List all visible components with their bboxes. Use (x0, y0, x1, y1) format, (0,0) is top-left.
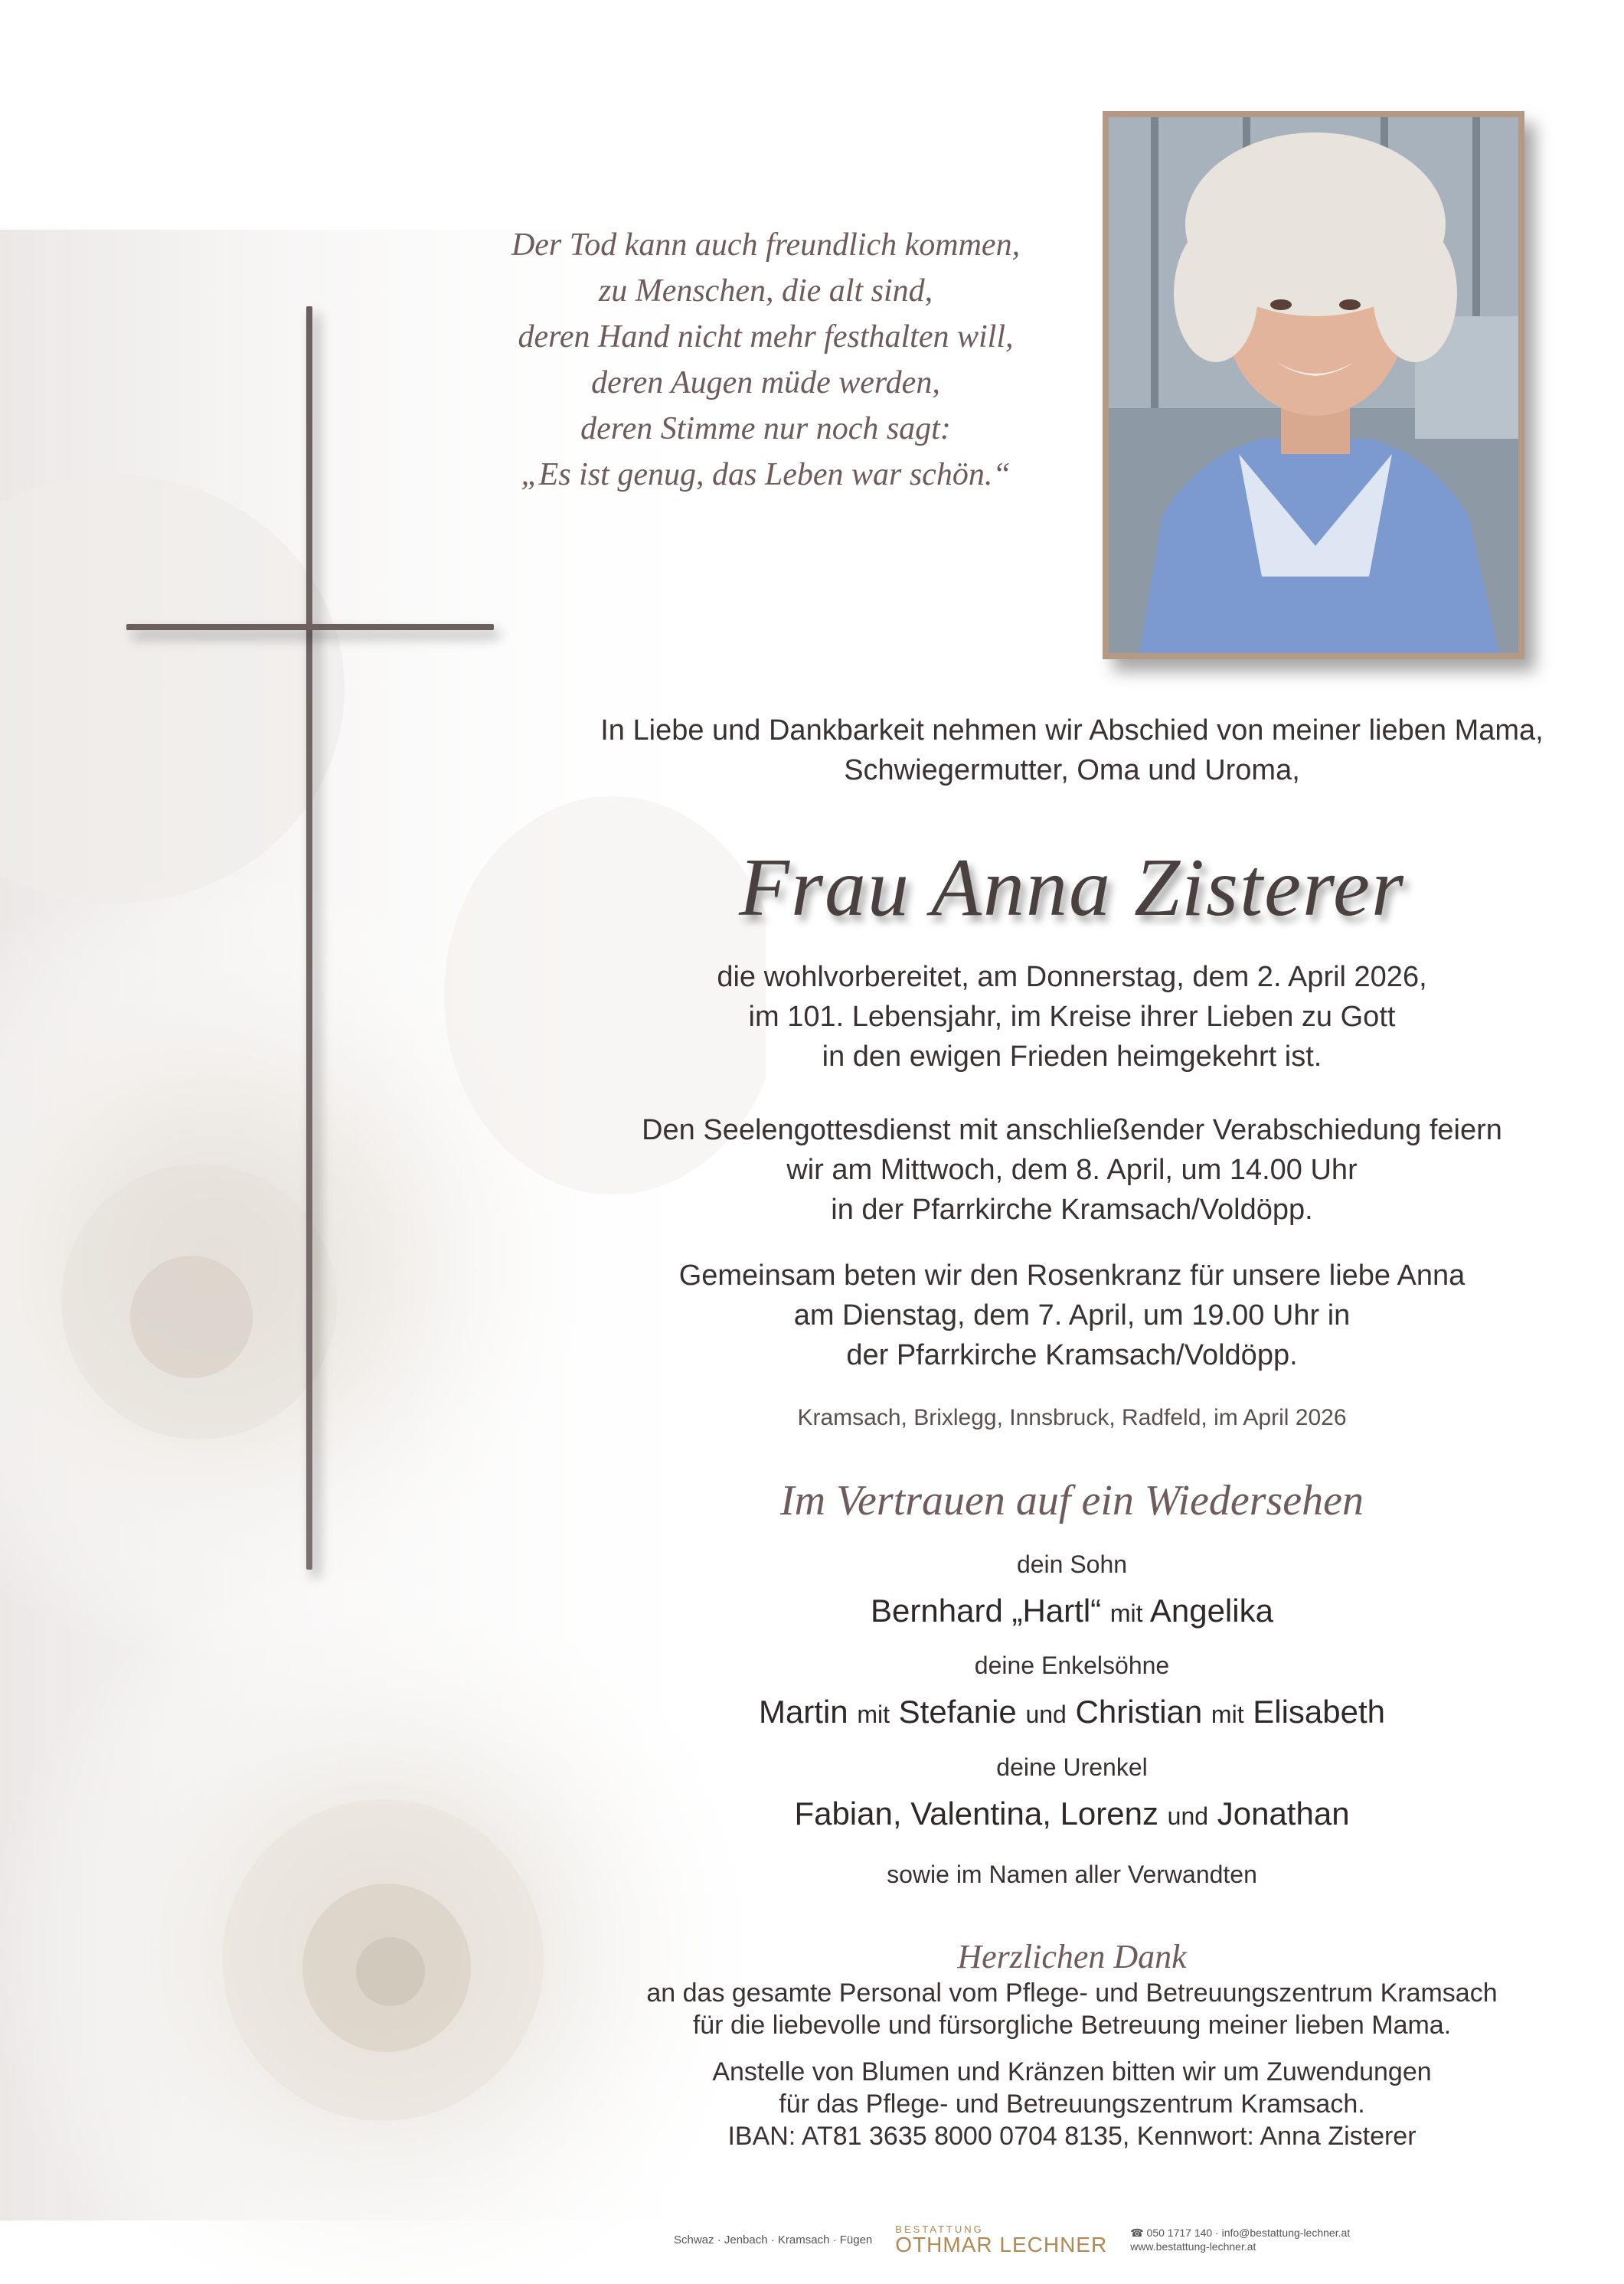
name-part: Lorenz (1060, 1796, 1158, 1831)
name-part: Valentina, (910, 1796, 1051, 1831)
name-part: Angelika (1149, 1593, 1273, 1629)
place-date: Kramsach, Brixlegg, Innsbruck, Radfeld, im April 2026 (797, 1405, 1347, 1430)
great-grandchildren-names (536, 1796, 1608, 1832)
connector: mit (1211, 1701, 1244, 1728)
rosary-notice (536, 1256, 1608, 1375)
death-line: im 101. Lebensjahr, im Kreise ihrer Lieben zu Gott (748, 1001, 1396, 1033)
portrait-photo (1103, 111, 1524, 659)
name-part: Bernhard „Hartl“ (871, 1593, 1102, 1629)
name-part: Stefanie (898, 1694, 1017, 1730)
name-part: Jonathan (1217, 1796, 1350, 1831)
death-line: die wohlvorbereitet, am Donnerstag, dem 2. April 2026, (717, 961, 1427, 993)
thanks-text (536, 1977, 1608, 2041)
donation-text (536, 2056, 1608, 2152)
name-part: Martin (758, 1694, 848, 1730)
poem-line: „Es ist genug, das Leben war schön.“ (521, 457, 1011, 492)
donation-line: IBAN: AT81 3635 8000 0704 8135, Kennwort: Anna Zisterer (727, 2122, 1417, 2151)
logo-top-text: BESTATTUNG (895, 2223, 984, 2235)
intro-line: In Liebe und Dankbarkeit nehmen wir Abschied von meiner lieben Mama, (600, 714, 1544, 747)
footer-contact (1130, 2226, 1350, 2253)
intro-line: Schwiegermutter, Oma und Uroma, (844, 754, 1300, 786)
name-part: Christian (1075, 1694, 1203, 1730)
logo-main-text: OTHMAR LECHNER (895, 2232, 1108, 2256)
poem-line: deren Hand nicht mehr festhalten will, (518, 319, 1014, 355)
donation-line: Anstelle von Blumen und Kränzen bitten wir um Zuwendungen (712, 2057, 1432, 2086)
trust-heading: Im Vertrauen auf ein Wiedersehen (779, 1477, 1364, 1524)
donation-line: für das Pflege- und Betreuungszentrum Kramsach. (779, 2090, 1365, 2119)
son-names (536, 1593, 1608, 1629)
thanks-line: für die liebevolle und fürsorgliche Betreuung meiner lieben Mama. (692, 2011, 1452, 2040)
connector: und (1167, 1802, 1209, 1830)
death-line: in den ewigen Frieden heimgekehrt ist. (822, 1041, 1322, 1073)
poem-line: Der Tod kann auch freundlich kommen, (511, 227, 1021, 263)
service-line: wir am Mittwoch, dem 8. April, um 14.00 Uhr (786, 1154, 1358, 1186)
footer-website: www.bestattung-lechner.at (1130, 2240, 1256, 2253)
poem (421, 222, 1110, 498)
thanks-line: an das gesamte Personal vom Pflege- und Betreuungszentrum Kramsach (646, 1978, 1498, 2008)
deceased-name: Frau Anna Zisterer (738, 842, 1406, 933)
poem-line: deren Stimme nur noch sagt: (580, 411, 951, 446)
thanks-heading: Herzlichen Dank (957, 1938, 1187, 1975)
poem-line: zu Menschen, die alt sind, (598, 273, 933, 309)
footer (674, 2220, 1350, 2259)
connector: und (1025, 1701, 1067, 1728)
cross-vertical-bar (306, 306, 312, 1570)
great-grandchildren-label: deine Urenkel (996, 1753, 1148, 1781)
son-label: dein Sohn (1016, 1550, 1128, 1578)
cross-horizontal-bar (126, 624, 494, 630)
name-part: Elisabeth (1253, 1694, 1386, 1730)
relatives-line: sowie im Namen aller Verwandten (887, 1861, 1257, 1888)
rosary-line: am Dienstag, dem 7. April, um 19.00 Uhr in (793, 1299, 1351, 1332)
name-part: Fabian, (794, 1796, 902, 1831)
portrait-illustration (1109, 117, 1518, 653)
footer-locations: Schwaz · Jenbach · Kramsach · Fügen (674, 2233, 873, 2246)
grandsons-label: deine Enkelsöhne (974, 1652, 1170, 1679)
connector: mit (1109, 1599, 1143, 1627)
grandsons-names (536, 1694, 1608, 1730)
death-notice (536, 957, 1608, 1077)
rosary-line: der Pfarrkirche Kramsach/Voldöpp. (846, 1339, 1298, 1371)
service-line: in der Pfarrkirche Kramsach/Voldöpp. (831, 1194, 1313, 1226)
service-notice (536, 1110, 1608, 1230)
footer-phone-email: ☎ 050 1717 140 · info@bestattung-lechner.at (1130, 2227, 1351, 2239)
rosary-line: Gemeinsam beten wir den Rosenkranz für unsere liebe Anna (678, 1260, 1466, 1292)
funeral-home-logo (895, 2224, 1107, 2256)
poem-line: deren Augen müde werden, (591, 365, 940, 400)
connector: mit (857, 1701, 890, 1728)
intro-text (536, 711, 1608, 790)
service-line: Den Seelengottesdienst mit anschließender Verabschiedung feiern (642, 1114, 1502, 1146)
